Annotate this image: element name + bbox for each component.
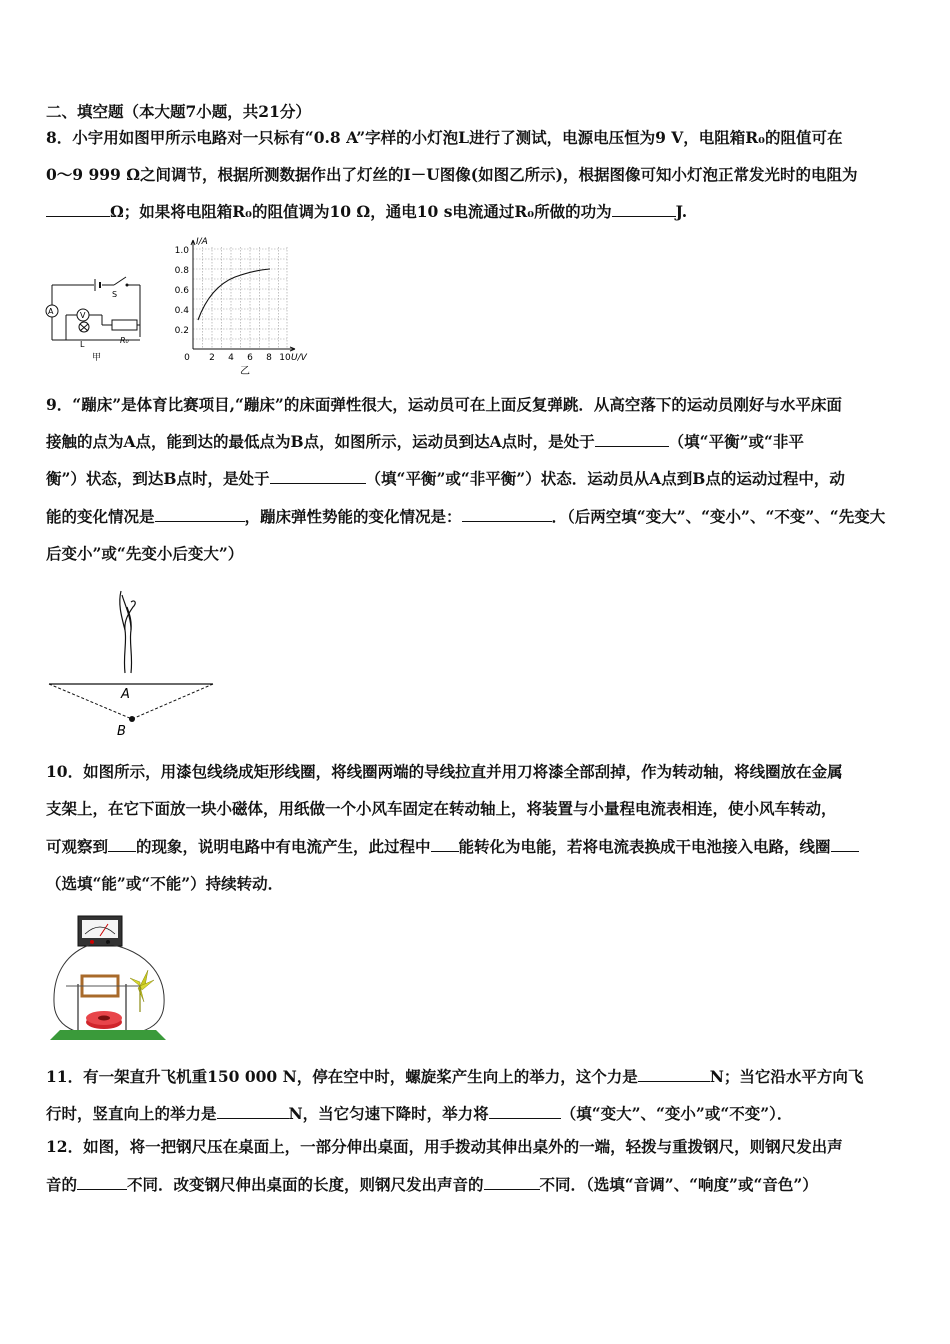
answer-blank[interactable] (108, 837, 136, 852)
q10-text-3c: 能转化为电能，若将电流表换成干电池接入电路，线圈 (458, 837, 831, 856)
q9-text-3a: 衡”）状态，到达B点时，是处于 (46, 469, 270, 488)
section-title: 二、填空题（本大题7小题，共21分） (46, 102, 311, 121)
q10-line3 (46, 837, 910, 857)
q9-text-2b: （填“平衡”或“非平 (668, 432, 804, 451)
answer-blank[interactable] (489, 1104, 561, 1119)
q9-text-4a: 能的变化情况是 (46, 507, 155, 526)
y-tick: 0.6 (174, 286, 189, 296)
q12-line1: 12．如图，将一把钢尺压在桌面上，一部分伸出桌面，用手拨动其伸出桌外的一端，轻拨与重拨钢尺，则钢尺发出声 (46, 1137, 843, 1156)
q11-text-2b: N，当它匀速下降时，举力将 (288, 1104, 489, 1123)
q12-text-2b: 不同．改变钢尺伸出桌面的长度，则钢尺发出声音的 (127, 1175, 484, 1194)
q11-text-1b: N；当它沿水平方向飞 (709, 1067, 864, 1086)
q10-line4: （选填“能”或“不能”）持续转动． (46, 874, 284, 893)
q9-text-4b: ，蹦床弹性势能的变化情况是： (244, 507, 462, 526)
answer-blank[interactable] (831, 837, 859, 852)
q10-text-3b: 的现象，说明电路中有电流产生，此过程中 (136, 837, 431, 856)
q11-line1 (46, 1067, 910, 1087)
q12-text-2c: 不同．（选填“音调”、“响度”或“音色”） (539, 1175, 818, 1194)
answer-blank[interactable] (431, 837, 459, 852)
answer-blank[interactable] (155, 507, 245, 522)
answer-blank[interactable] (612, 202, 676, 217)
q8-line1: 8．小宇用如图甲所示电路对一只标有“0.8 A”字样的小灯泡L进行了测试，电源电压恒为9 V，电阻箱R₀的阻值可在 (46, 128, 843, 147)
switch-label: S (112, 290, 118, 299)
q11-text-2a: 行时，竖直向上的举力是 (46, 1104, 217, 1123)
q9-line4 (46, 507, 910, 527)
y-tick: 0.4 (174, 306, 189, 316)
resistor-label: R₀ (120, 336, 129, 345)
answer-blank[interactable] (484, 1175, 540, 1190)
answer-blank[interactable] (46, 202, 110, 217)
q9-line5: 后变小”或“先变小后变大”） (46, 544, 244, 563)
q9-line2 (46, 432, 910, 452)
x-tick: 0 (184, 353, 190, 363)
generator-figure (48, 912, 173, 1057)
x-tick: 6 (247, 353, 253, 363)
q8-text-3b: J. (675, 202, 688, 221)
voltmeter-label: V (80, 311, 86, 320)
q8-line2: 0～9 999 Ω之间调节，根据所测数据作出了灯丝的I－U图像(如图乙所示)，根据图像可知小灯泡正常发光时的电阻为 (46, 165, 858, 184)
x-tick: 10 (279, 353, 291, 363)
q9-text-2a: 接触的点为A点，能到达的最低点为B点，如图所示，运动员到达A点时，是处于 (46, 432, 595, 451)
x-axis-label: U/V (291, 353, 307, 363)
q11-text-1a: 11．有一架直升飞机重150 000 N，停在空中时，螺旋桨产生向上的举力，这个力是 (46, 1067, 638, 1086)
x-tick: 4 (228, 353, 234, 363)
point-b-label: B (117, 724, 126, 739)
answer-blank[interactable] (638, 1067, 710, 1082)
lamp-label: L (80, 340, 85, 349)
q9-line1: 9．“蹦床”是体育比赛项目,“蹦床”的床面弹性很大，运动员可在上面反复弹跳．从高空落下的运动员刚好与水平床面 (46, 395, 842, 414)
q10-line2: 支架上，在它下面放一块小磁体，用纸做一个小风车固定在转动轴上，将装置与小量程电流表相连，使小风车转动， (46, 799, 837, 818)
q10-line1: 10．如图所示，用漆包线绕成矩形线圈，将线圈两端的导线拉直并用刀将漆全部刮掉，作为转动轴，将线圈放在金属 (46, 762, 843, 781)
point-a-label: A (121, 687, 130, 702)
circuit-diagram (42, 265, 152, 365)
y-tick: 0.8 (174, 266, 189, 276)
figure-yi-label: 乙 (240, 366, 250, 377)
x-tick: 8 (266, 353, 272, 363)
q10-text-3a: 可观察到 (46, 837, 109, 856)
x-tick: 2 (209, 353, 215, 363)
answer-blank[interactable] (595, 432, 669, 447)
ammeter-label: A (48, 307, 54, 316)
q12-line2 (46, 1175, 910, 1195)
q12-text-2a: 音的 (46, 1175, 78, 1194)
answer-blank[interactable] (462, 507, 552, 522)
y-axis-label: I/A (196, 237, 208, 247)
q9-text-4c: ．（后两空填“变大”、“变小”、“不变”、“先变大 (551, 507, 886, 526)
q8-line3 (46, 202, 910, 222)
iu-graph (165, 232, 320, 382)
q8-text-3a: Ω；如果将电阻箱R₀的阻值调为10 Ω，通电10 s电流通过R₀所做的功为 (110, 202, 612, 221)
q11-text-2c: （填“变大”、“变小”或“不变”）． (560, 1104, 793, 1123)
q9-line3 (46, 469, 910, 489)
q9-text-3b: （填“平衡”或“非平衡”）状态．运动员从A点到B点的运动过程中，动 (365, 469, 845, 488)
y-tick: 0.2 (174, 326, 189, 336)
answer-blank[interactable] (77, 1175, 127, 1190)
trampoline-figure (45, 585, 220, 740)
y-tick: 1.0 (174, 246, 189, 256)
q11-line2 (46, 1104, 910, 1124)
answer-blank[interactable] (270, 469, 366, 484)
figure-jia-label: 甲 (92, 353, 102, 363)
answer-blank[interactable] (217, 1104, 289, 1119)
